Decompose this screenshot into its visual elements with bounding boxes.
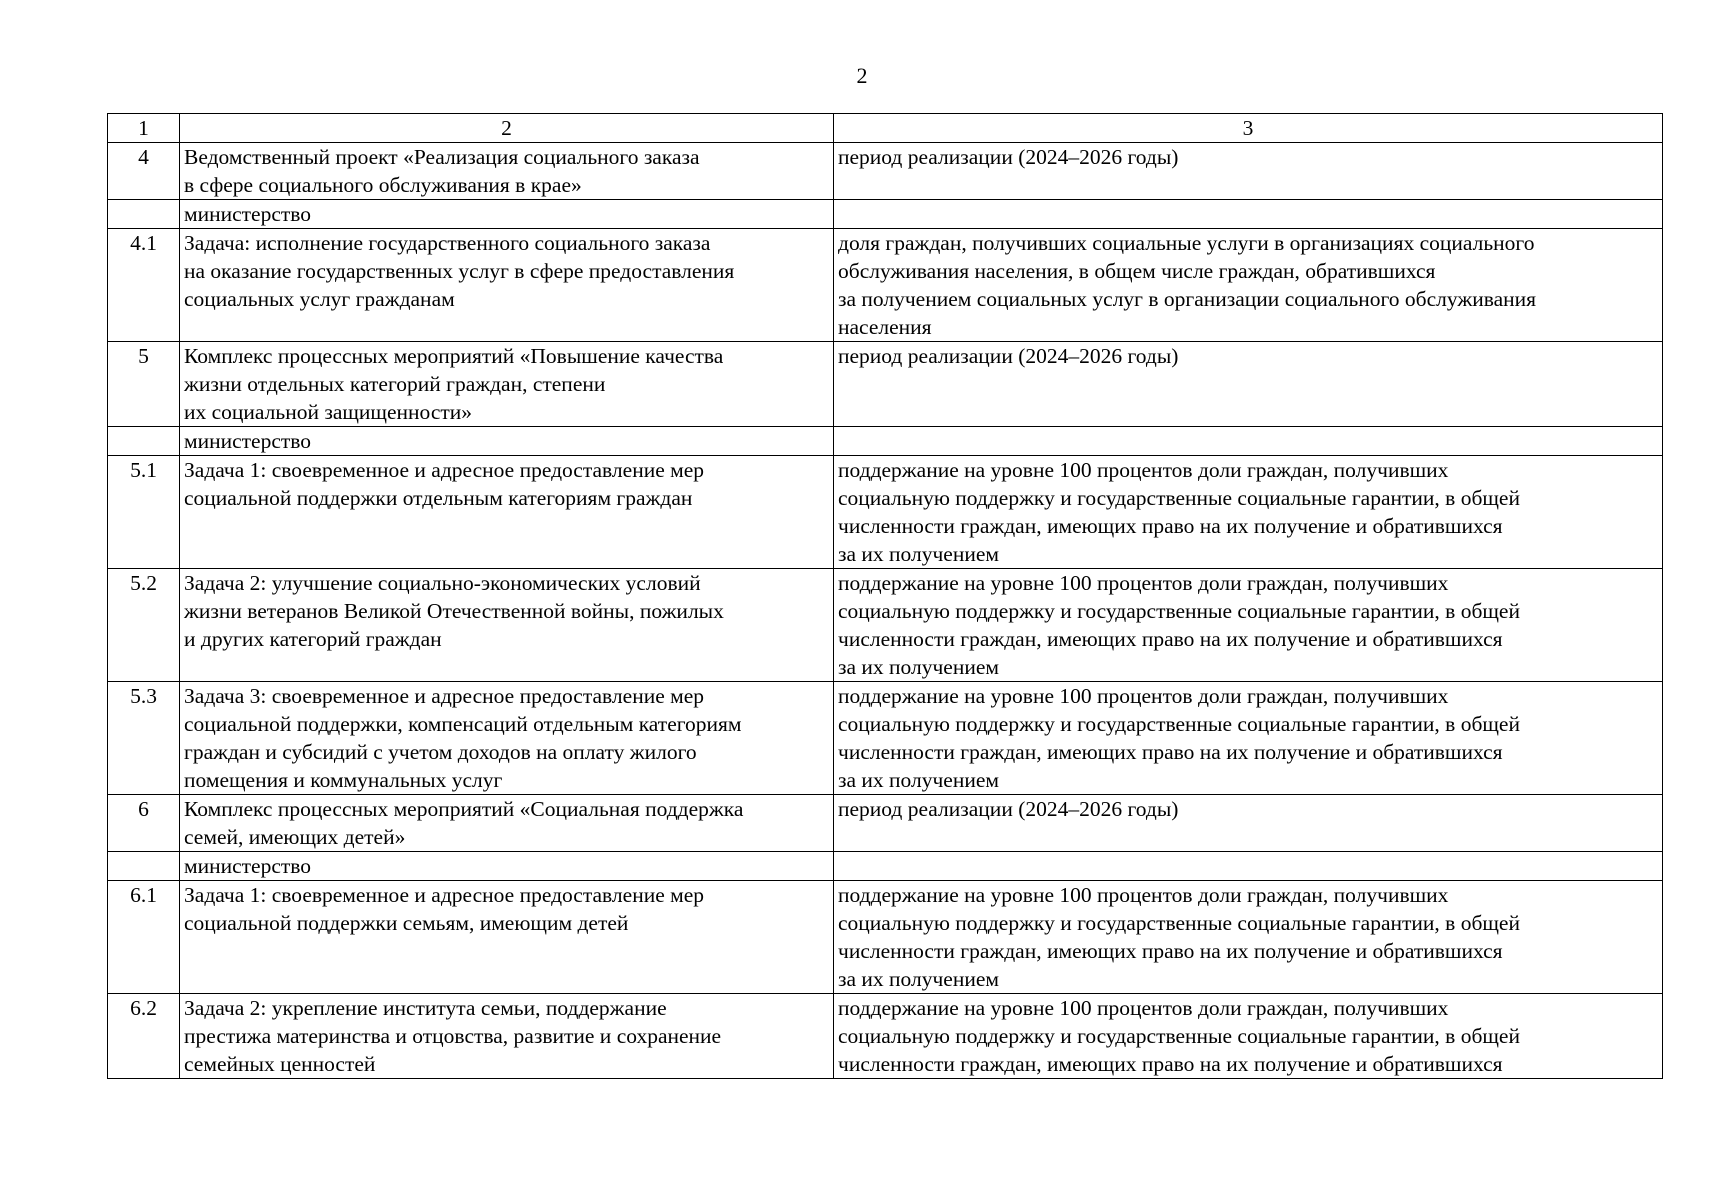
row-number	[108, 200, 180, 229]
section-row	[108, 342, 1663, 427]
result-description: поддержание на уровне 100 процентов доли граждан, получивших социальную поддержку и государственные социальные гарантии, в общей численности граждан, имеющих право на их получение и обратившихся за их получением	[834, 456, 1663, 569]
row-number: 4.1	[108, 229, 180, 342]
task-description: Задача 2: улучшение социально-экономических условий жизни ветеранов Великой Отечественной войны, пожилых и других категорий граждан	[180, 569, 834, 682]
result-description: поддержание на уровне 100 процентов доли граждан, получивших социальную поддержку и государственные социальные гарантии, в общей численности граждан, имеющих право на их получение и обратившихся за их получением	[834, 881, 1663, 994]
section-row	[108, 795, 1663, 852]
row-number: 6	[108, 795, 180, 852]
responsible-row	[108, 427, 1663, 456]
result-description: период реализации (2024–2026 годы)	[834, 795, 1663, 852]
structure-table	[107, 113, 1663, 1079]
responsible-executor: министерство	[180, 427, 834, 456]
result-description: поддержание на уровне 100 процентов доли граждан, получивших социальную поддержку и государственные социальные гарантии, в общей численности граждан, имеющих право на их получение и обратившихся за их получением	[834, 569, 1663, 682]
row-number	[108, 427, 180, 456]
row-number: 5	[108, 342, 180, 427]
result-description: доля граждан, получивших социальные услуги в организациях социального обслуживания населения, в общем числе граждан, обратившихся за получением социальных услуг в организации социального обслуживания населения	[834, 229, 1663, 342]
task-description: Задача 1: своевременное и адресное предоставление мер социальной поддержки отдельным категориям граждан	[180, 456, 834, 569]
task-description: Задача 3: своевременное и адресное предоставление мер социальной поддержки, компенсаций отдельным категориям граждан и субсидий с учетом доходов на оплату жилого помещения и коммунальных услуг	[180, 682, 834, 795]
responsible-executor: министерство	[180, 852, 834, 881]
row-number	[108, 852, 180, 881]
row-number: 5.2	[108, 569, 180, 682]
table-header-row	[108, 114, 1663, 143]
result-description: период реализации (2024–2026 годы)	[834, 342, 1663, 427]
result-description: поддержание на уровне 100 процентов доли граждан, получивших социальную поддержку и государственные социальные гарантии, в общей численности граждан, имеющих право на их получение и обратившихся	[834, 994, 1663, 1079]
task-description: Ведомственный проект «Реализация социального заказа в сфере социального обслуживания в крае»	[180, 143, 834, 200]
result-description	[834, 427, 1663, 456]
task-description: Задача: исполнение государственного социального заказа на оказание государственных услуг в сфере предоставления социальных услуг гражданам	[180, 229, 834, 342]
task-description: Задача 2: укрепление института семьи, поддержание престижа материнства и отцовства, развитие и сохранение семейных ценностей	[180, 994, 834, 1079]
row-number: 5.1	[108, 456, 180, 569]
column-number-header: 1	[108, 114, 180, 143]
column-result-header: 3	[834, 114, 1663, 143]
row-number: 6.2	[108, 994, 180, 1079]
responsible-row	[108, 852, 1663, 881]
result-description: период реализации (2024–2026 годы)	[834, 143, 1663, 200]
task-row	[108, 229, 1663, 342]
task-row	[108, 994, 1663, 1079]
row-number: 6.1	[108, 881, 180, 994]
result-description: поддержание на уровне 100 процентов доли граждан, получивших социальную поддержку и государственные социальные гарантии, в общей численности граждан, имеющих право на их получение и обратившихся за их получением	[834, 682, 1663, 795]
row-number: 4	[108, 143, 180, 200]
section-row	[108, 143, 1663, 200]
task-row	[108, 881, 1663, 994]
result-description	[834, 852, 1663, 881]
responsible-row	[108, 200, 1663, 229]
task-row	[108, 569, 1663, 682]
row-number: 5.3	[108, 682, 180, 795]
result-description	[834, 200, 1663, 229]
column-task-header: 2	[180, 114, 834, 143]
responsible-executor: министерство	[180, 200, 834, 229]
page-number: 2	[856, 63, 868, 88]
task-description: Задача 1: своевременное и адресное предоставление мер социальной поддержки семьям, имеющим детей	[180, 881, 834, 994]
task-row	[108, 456, 1663, 569]
task-description: Комплекс процессных мероприятий «Социальная поддержка семей, имеющих детей»	[180, 795, 834, 852]
task-description: Комплекс процессных мероприятий «Повышение качества жизни отдельных категорий граждан, степени их социальной защищенности»	[180, 342, 834, 427]
task-row	[108, 682, 1663, 795]
